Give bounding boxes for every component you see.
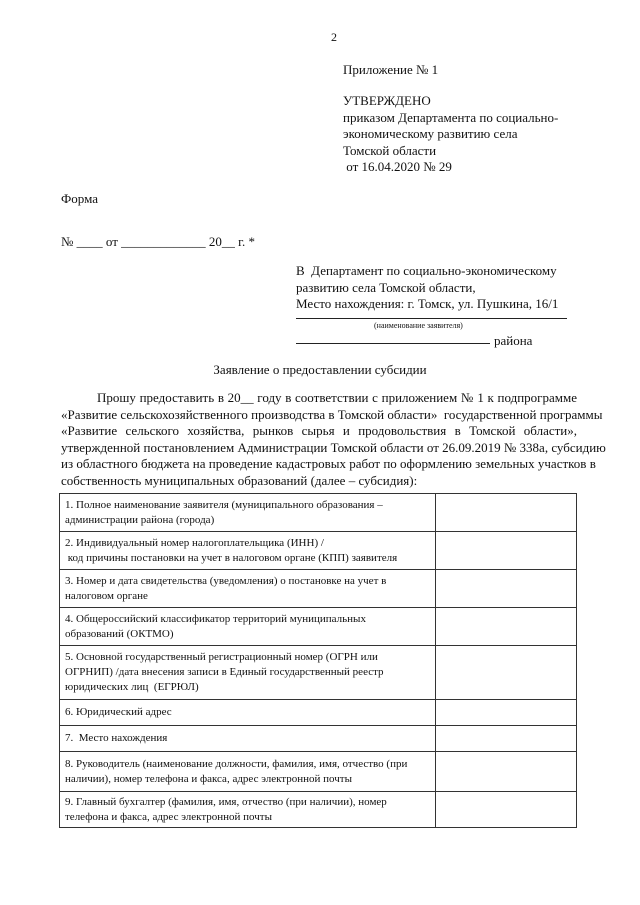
paragraph-line: Прошу предоставить в 20__ году в соответствии с приложением № 1 к подпрограмме [97, 390, 577, 405]
table-row [60, 494, 577, 532]
appendix-title: Приложение № 1 [343, 62, 439, 77]
recipient-block [296, 263, 558, 313]
row-value-cell[interactable] [436, 532, 577, 570]
row-label: 8. Руководитель (наименование должности, фамилия, имя, отчество (при наличии), номер телефона и факса, адрес электронной почты [60, 752, 436, 792]
recipient-line: В Департамент по социально-экономическому [296, 263, 557, 278]
approval-header: УТВЕРЖДЕНО [343, 93, 431, 108]
approval-line: приказом Департамента по социально- [343, 109, 559, 125]
applicant-name-field[interactable] [296, 318, 567, 319]
page-number: 2 [331, 30, 337, 44]
request-paragraph [61, 390, 606, 489]
row-label: 6. Юридический адрес [60, 700, 436, 726]
table-row [60, 570, 577, 608]
approval-line: от 16.04.2020 № 29 [343, 159, 452, 174]
table-row [60, 726, 577, 752]
district-field[interactable] [296, 343, 490, 344]
row-label: 7. Место нахождения [60, 726, 436, 752]
row-value-cell[interactable] [436, 494, 577, 532]
row-label: 3. Номер и дата свидетельства (уведомления) о постановке на учет в налоговом органе [60, 570, 436, 608]
number-date-line[interactable]: № ____ от _____________ 20__ г. * [61, 234, 256, 249]
row-value-cell[interactable] [436, 570, 577, 608]
row-label: 4. Общероссийский классификатор территорий муниципальных образований (ОКТМО) [60, 608, 436, 646]
applicant-caption: (наименование заявителя) [374, 321, 463, 330]
document-heading: Заявление о предоставлении субсидии [213, 362, 427, 377]
recipient-line: Место нахождения: г. Томск, ул. Пушкина, 16/1 [296, 296, 559, 311]
table-row [60, 792, 577, 828]
paragraph-line: «Развитие сельскохозяйственного производства в Томской области» государственной программы [61, 406, 603, 422]
row-value-cell[interactable] [436, 608, 577, 646]
approval-block [343, 93, 558, 176]
form-label: Форма [61, 191, 98, 206]
table-row [60, 646, 577, 700]
application-table [59, 493, 577, 828]
paragraph-line: из областного бюджета на проведение кадастровых работ по оформлению земельных участков в [61, 456, 596, 471]
approval-line: Томской области [343, 142, 437, 158]
recipient-line: развитию села Томской области, [296, 279, 476, 295]
row-label: 2. Индивидуальный номер налогоплательщика (ИНН) / код причины постановки на учет в налоговом органе (КПП) заявителя [60, 532, 436, 570]
row-value-cell[interactable] [436, 646, 577, 700]
district-suffix: района [494, 333, 533, 348]
paragraph-line: «Развитие сельского хозяйства, рынков сырья и продовольствия в Томской области», [61, 423, 577, 438]
row-value-cell[interactable] [436, 700, 577, 726]
row-label: 9. Главный бухгалтер (фамилия, имя, отчество (при наличии), номер телефона и факса, адрес электронной почты [60, 792, 436, 828]
table-row [60, 700, 577, 726]
row-value-cell[interactable] [436, 792, 577, 828]
table-row [60, 752, 577, 792]
row-label: 1. Полное наименование заявителя (муниципального образования – администрации района (города) [60, 494, 436, 532]
row-value-cell[interactable] [436, 752, 577, 792]
table-row [60, 608, 577, 646]
row-label: 5. Основной государственный регистрационный номер (ОГРН или ОГРНИП) /дата внесения записи в Единый государственный реестр юридических лиц (ЕГРЮЛ) [60, 646, 436, 700]
row-value-cell[interactable] [436, 726, 577, 752]
table-row [60, 532, 577, 570]
paragraph-line: собственность муниципальных образований (далее – субсидия): [61, 472, 418, 488]
approval-line: экономическому развитию села [343, 126, 518, 141]
paragraph-line: утвержденной постановлением Администрации Томской области от 26.09.2019 № 338а, субсидию [61, 439, 606, 455]
